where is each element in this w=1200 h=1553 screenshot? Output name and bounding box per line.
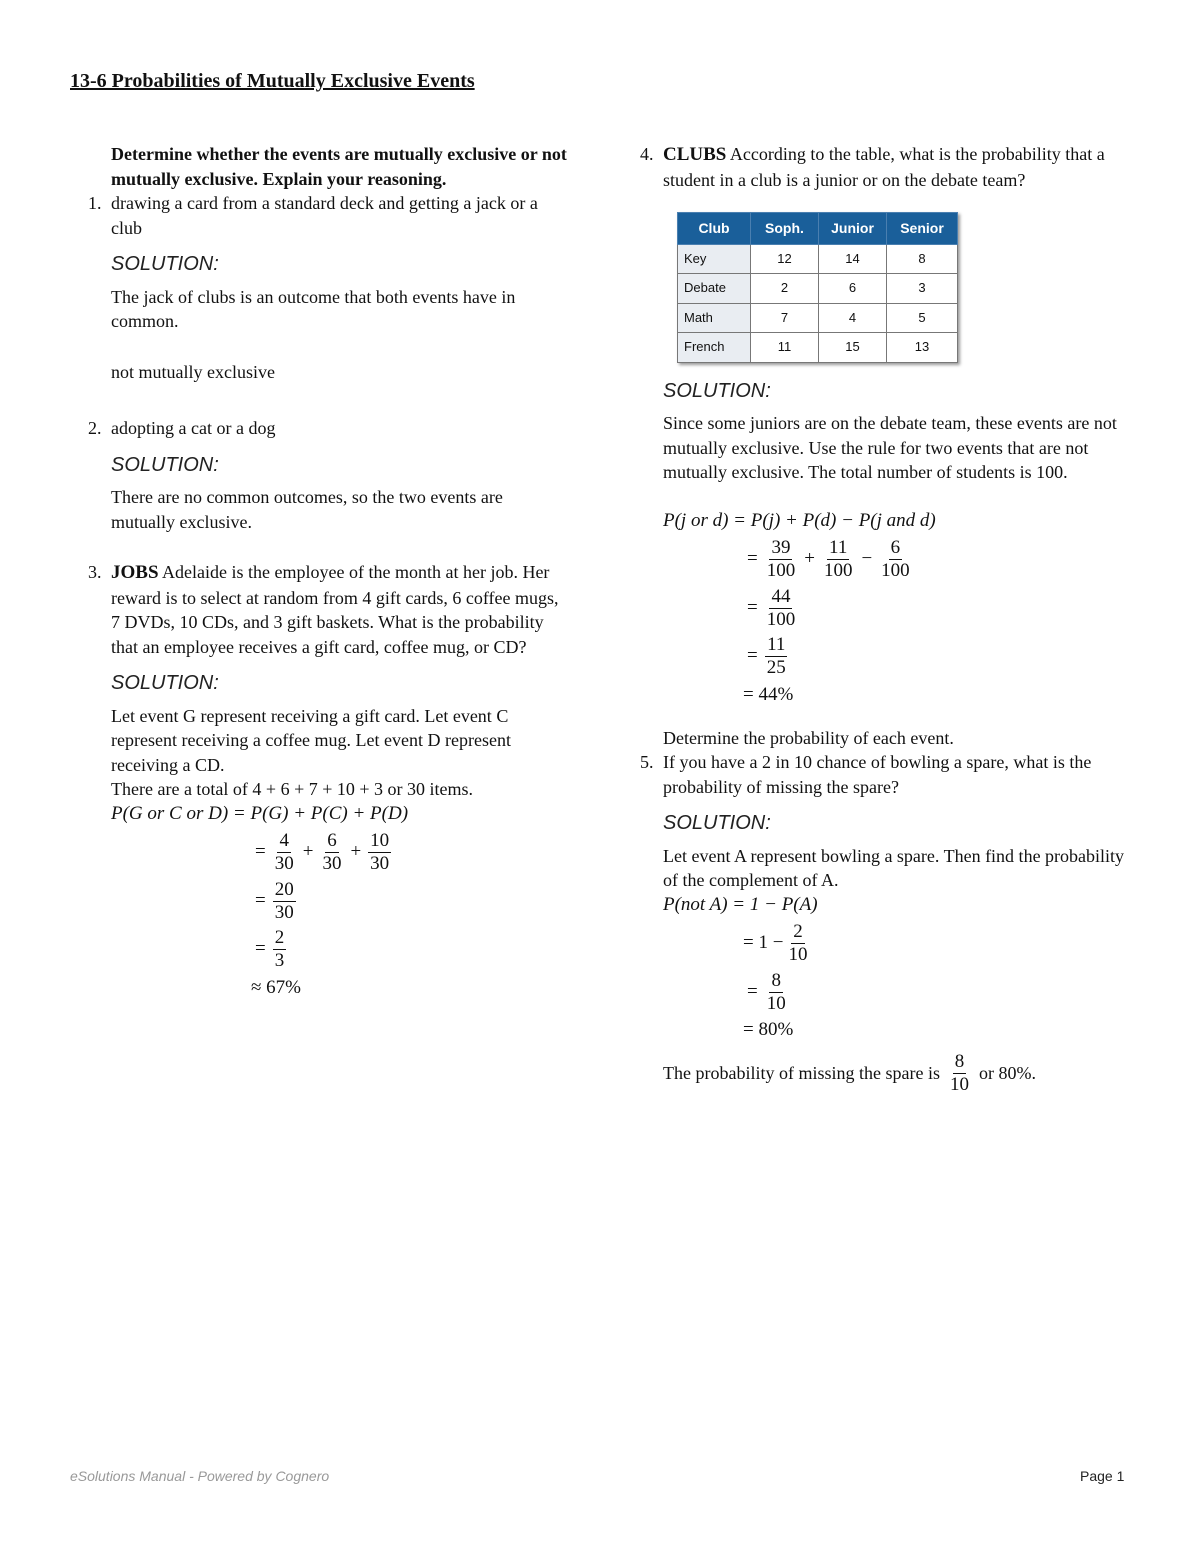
solution-text: Since some juniors are on the debate team, these events are not mutually exclusive. Use the rule for two events that are not mutually exclusive. The total number of students is 100.: [663, 413, 1117, 482]
question-number: 2.: [88, 418, 102, 438]
question-number: 4.: [640, 144, 654, 164]
equation-head: P(j or d) = P(j) + P(d) − P(j and d): [663, 509, 936, 531]
result: ≈ 67%: [251, 977, 302, 999]
solution-label: SOLUTION:: [111, 672, 219, 694]
question-5: [640, 750, 1140, 1100]
question-text: [111, 560, 568, 659]
equation-head: P(G or C or D) = P(G) + P(C) + P(D): [111, 802, 409, 824]
question-number: 5.: [640, 752, 654, 773]
solution-text: The jack of clubs is an outcome that both events have in common.: [111, 286, 516, 331]
fraction: $\frac{4}{30}$: [274, 830, 294, 874]
question-2: [88, 416, 568, 534]
right-column: [640, 142, 1140, 1100]
answer-text: not mutually exclusive: [111, 361, 275, 382]
table-row: Key 12 14 8: [678, 244, 958, 274]
table-row: French 11 15 13: [678, 333, 958, 363]
solution-label: SOLUTION:: [663, 812, 771, 835]
question-4: [640, 142, 1140, 192]
question-keyword: JOBS: [111, 562, 159, 583]
table-header: Soph.: [751, 213, 819, 245]
question-text: drawing a card from a standard deck and getting a jack or a club: [111, 193, 538, 238]
footer-left: eSolutions Manual - Powered by Cognero: [70, 1468, 330, 1484]
conclusion: The probability of missing the spare is $\frac{8}{10}$ or 80%.: [663, 1050, 1036, 1095]
left-column: [88, 142, 568, 1005]
question-1: [88, 191, 568, 384]
equation-head: P(not A) = 1 − P(A): [663, 893, 818, 915]
solution-label: SOLUTION:: [111, 453, 219, 476]
clubs-table: [677, 212, 958, 363]
fraction: $\frac{20}{30}$: [274, 878, 294, 923]
question-text: [663, 142, 1140, 192]
solution-label: SOLUTION:: [663, 379, 771, 402]
question-body: Adelaide is the employee of the month at her job. Her reward is to select at random from 4 gift cards, 6 coffee mugs, 7 DVDs, 10 CDs, and 3 gift baskets. What is the probability that an employee receives a gift card, coffee mug, or CD?: [111, 562, 559, 657]
question-keyword: CLUBS: [663, 144, 727, 165]
equation-steps: = $\frac{4}{30}$ + $\frac{6}{30}$ + $\frac{10}{30}$ = $\frac{20}{30}$ = $\frac{2}{3}$ ≈ 67%: [251, 830, 568, 1001]
result: = 44%: [743, 684, 794, 706]
equation-steps: = $\frac{39}{100}$ + $\frac{11}{100}$ − $\frac{6}{100}$ = $\frac{44}{100}$ = $\frac{11}{25}$ = 44%: [743, 537, 1140, 708]
solution-text: Let event A represent bowling a spare. Then find the probability of the complement of A.: [663, 845, 1125, 891]
table-header: Junior: [819, 213, 887, 245]
instruction: Determine the probability of each event.: [663, 727, 954, 748]
equation-steps: = 1 − $\frac{2}{10}$ = $\frac{8}{10}$ = 80%: [743, 921, 1140, 1043]
question-number: 3.: [88, 562, 102, 582]
instruction: Determine whether the events are mutually exclusive or not mutually exclusive. Explain your reasoning.: [111, 144, 567, 189]
page-title: 13-6 Probabilities of Mutually Exclusive Events: [70, 70, 475, 92]
question-3: [88, 560, 568, 1005]
question-number: 1.: [88, 193, 102, 213]
table-row: Debate 2 6 3: [678, 274, 958, 304]
question-text: adopting a cat or a dog: [111, 418, 276, 438]
table-header: Club: [678, 213, 751, 245]
result: = 80%: [743, 1019, 794, 1041]
solution-text: Let event G represent receiving a gift card. Let event C represent receiving a coffee mug. Let event D represent receiving a CD.: [111, 705, 511, 775]
question-body: According to the table, what is the probability that a student in a club is a junior or on the debate team?: [663, 144, 1105, 190]
solution-text: There are no common outcomes, so the two events are mutually exclusive.: [111, 487, 503, 532]
fraction: $\frac{6}{30}$: [322, 830, 342, 874]
page-number: Page 1: [1080, 1468, 1125, 1484]
table-header: Senior: [887, 213, 958, 245]
question-text: If you have a 2 in 10 chance of bowling a spare, what is the probability of missing the spare?: [663, 752, 1092, 797]
fraction: $\frac{10}{30}$: [370, 830, 390, 874]
total-text: There are a total of 4 + 6 + 7 + 10 + 3 or 30 items.: [111, 779, 474, 799]
solution-label: SOLUTION:: [111, 253, 219, 275]
fraction: $\frac{2}{3}$: [274, 927, 285, 972]
table-row: Math 7 4 5: [678, 303, 958, 333]
